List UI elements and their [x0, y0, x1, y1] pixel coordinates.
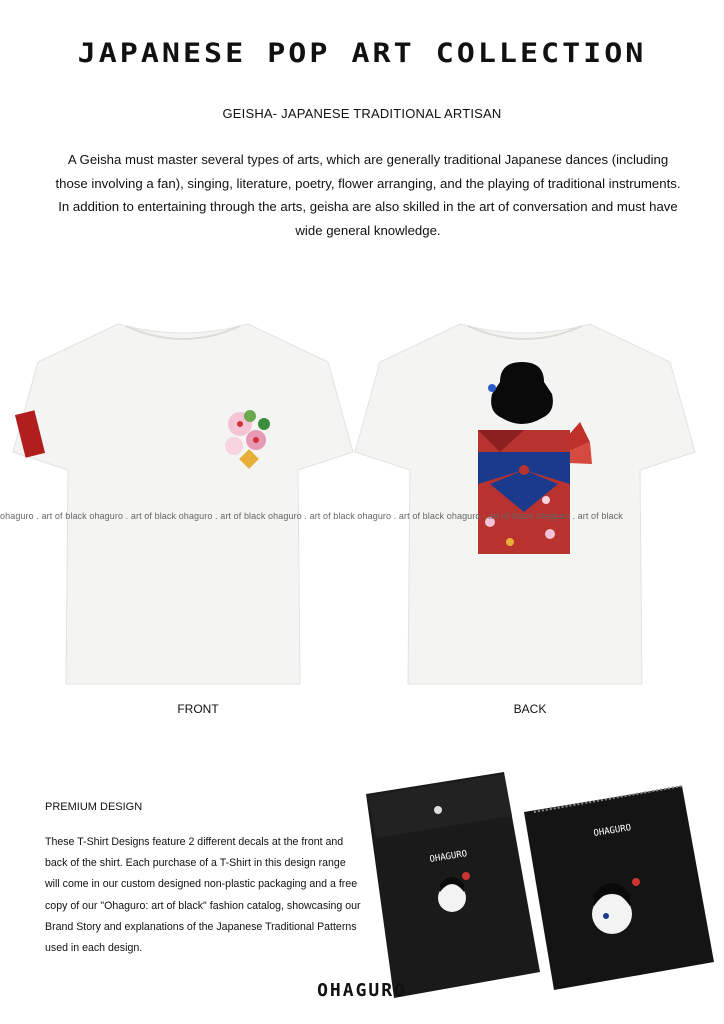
page-subtitle: GEISHA- JAPANESE TRADITIONAL ARTISAN [222, 106, 502, 121]
catalog-brand: OHAGURO [592, 823, 632, 839]
premium-body: These T-Shirt Designs feature 2 different decals at the front and back of the shirt. Each purchase of a T-Shirt in this design range will come in our custom designed non-plastic packaging and a free copy of our "Ohaguro: art of black" fashion catalog, showcasing our Brand Story and explanations of the Japanese Traditional Patterns used in each design. [45, 836, 361, 955]
front-label: FRONT [177, 702, 219, 716]
envelope-icon [366, 772, 540, 998]
envelope-brand: OHAGURO [428, 849, 468, 865]
back-label: BACK [513, 702, 547, 716]
intro-paragraph: A Geisha must master several types of arts, which are generally traditional Japanese dances (including those involving a fan), singing, literature, poetry, flower arranging, and the playing of traditional instruments. In addition to entertaining through the arts, geisha are also skilled in the art of conversation and must have wide general knowledge. [55, 152, 681, 238]
front-shirt-image [8, 312, 358, 692]
back-shirt-image [350, 312, 700, 692]
packaging-image [364, 772, 716, 1002]
footer-brand-logo: OHAGURO [317, 980, 407, 1001]
catalog-icon [524, 786, 714, 990]
premium-heading: PREMIUM DESIGN [45, 801, 143, 813]
page-title: JAPANESE POP ART COLLECTION [77, 37, 647, 70]
watermark-text: ohaguro . art of black ohaguro . art of black ohaguro . art of black ohaguro . art of black ohaguro . art of black ohaguro . art of black ohaguro . art of black [0, 511, 623, 521]
